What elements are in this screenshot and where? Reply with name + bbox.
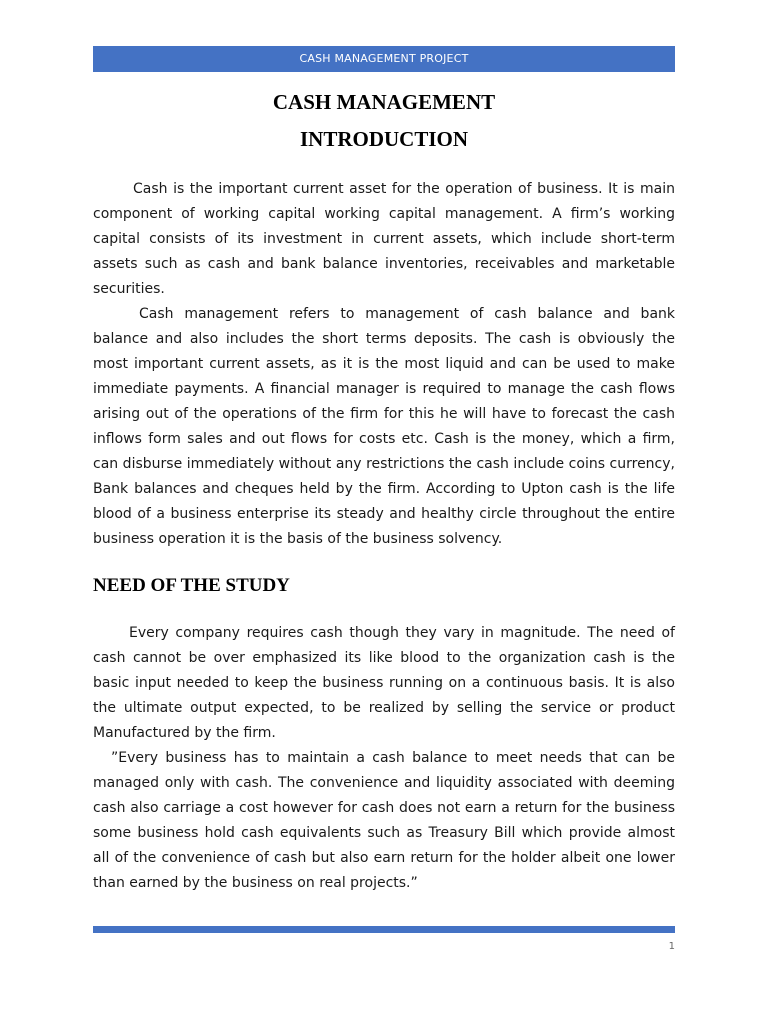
document-subtitle: INTRODUCTION (299, 127, 469, 151)
footer-rule (93, 926, 675, 933)
study-paragraph: ”Every business has to maintain a cash balance to meet needs that can be managed only with cash. The convenience and liquidity associated with deeming cash also carriage a cost however for cash does not earn a return for the business some business hold cash equivalents such as Treasury Bill which provide almost all of the convenience of cash but also earn return for the holder albeit one lower than earned by the business on real projects.” (93, 750, 675, 891)
running-header: CASH MANAGEMENT PROJECT (93, 46, 675, 72)
study-paragraph: Every company requires cash though they vary in magnitude. The need of cash cannot be over emphasized its like blood to the organization cash is the basic input needed to keep the business running on a continuous basis. It is also the ultimate output expected, to be realized by selling the service or product Manufactured by the firm. (93, 625, 675, 741)
intro-paragraph: Cash management refers to management of cash balance and bank balance and also includes the short terms deposits. The cash is obviously the most important current assets, as it is the most liquid and can be used to make immediate payments. A financial manager is required to manage the cash flows arising out of the operations of the firm for this he will have to forecast the cash inflows form sales and out flows for costs etc. Cash is the money, which a firm, can disburse immediately without any restrictions the cash include coins currency, Bank balances and cheques held by the firm. According to Upton cash is the life blood of a business enterprise its steady and healthy circle throughout the entire business operation it is the basis of the business solvency. (93, 306, 675, 547)
study-section (93, 621, 675, 896)
section-heading: NEED OF THE STUDY (93, 575, 290, 596)
page-number: 1 (668, 941, 675, 952)
intro-paragraph: Cash is the important current asset for the operation of business. It is main component of working capital working capital management. A firm’s working capital consists of its investment in current assets, which include short-term assets such as cash and bank balance inventories, receivables and marketable securities. (93, 181, 675, 297)
document-title: CASH MANAGEMENT (272, 90, 496, 114)
introduction-section (93, 177, 675, 552)
